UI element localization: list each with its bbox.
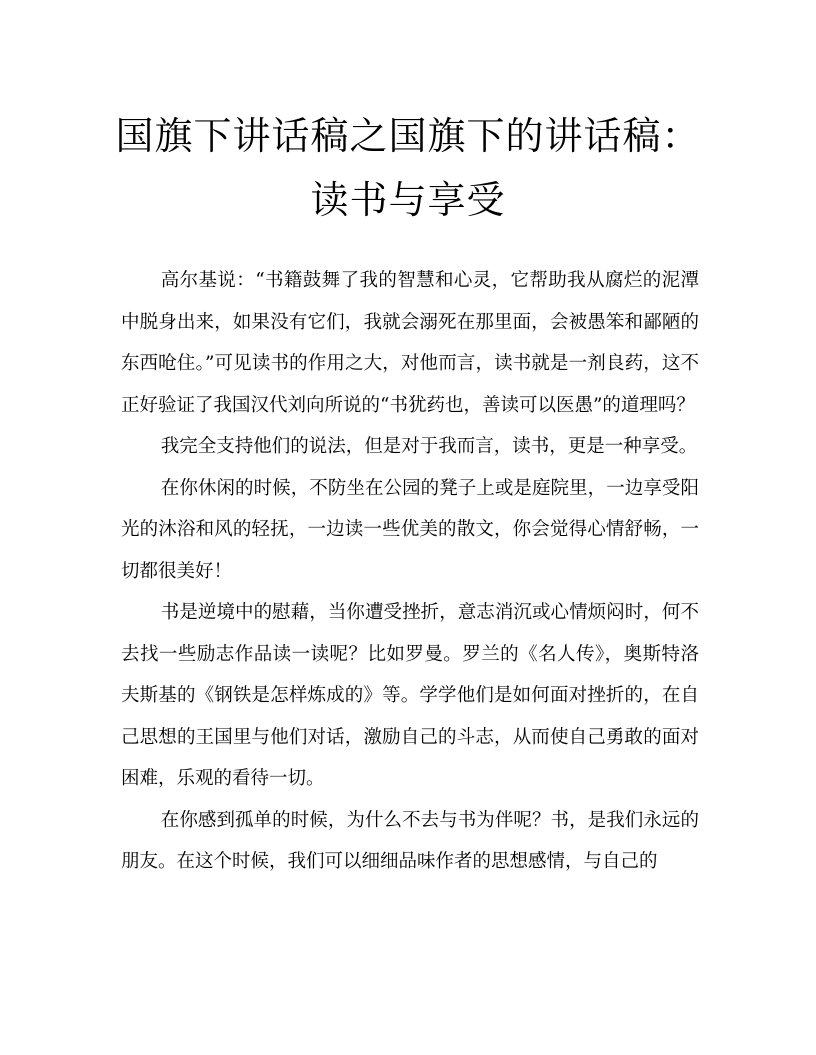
paragraph-gorky-quote: 高尔基说：“书籍鼓舞了我的智慧和心灵，它帮助我从腐烂的泥潭中脱身出来，如果没有它们，我就会溺死在那里面，会被愚笨和鄙陋的东西呛住。”可见读书的作用之大，对他而言，读书就是一剂良药，这不正好验证了我国汉代刘向所说的“书犹药也，善读可以医愚”的道理吗？ <box>121 270 699 416</box>
document-title: 国旗下讲话稿之国旗下的讲话稿：读书与享受 <box>115 114 701 222</box>
paragraph-loneliness-companion: 在你感到孤单的时候，为什么不去与书为伴呢？书，是我们永远的朋友。在这个时候，我们可以细细品味作者的思想感情，与自己的 <box>121 809 699 872</box>
paragraph-reading-enjoyment: 我完全支持他们的说法，但是对于我而言，读书，更是一种享受。 <box>160 436 698 457</box>
paragraph-leisure-reading: 在你休闲的时候，不防坐在公园的凳子上或是庭院里，一边享受阳光的沐浴和风的轻抚，一边读一些优美的散文，你会觉得心情舒畅，一切都很美好！ <box>121 477 699 582</box>
document-body <box>121 260 699 883</box>
paragraph-adversity-comfort: 书是逆境中的慰藉，当你遭受挫折，意志消沉或心情烦闷时，何不去找一些励志作品读一读呢？比如罗曼。罗兰的《名人传》，奥斯特洛夫斯基的《钢铁是怎样炼成的》等。学学他们是如何面对挫折的，在自己思想的王国里与他们对话，激励自己的斗志，从而使自己勇敢的面对困难，乐观的看待一切。 <box>121 602 699 789</box>
